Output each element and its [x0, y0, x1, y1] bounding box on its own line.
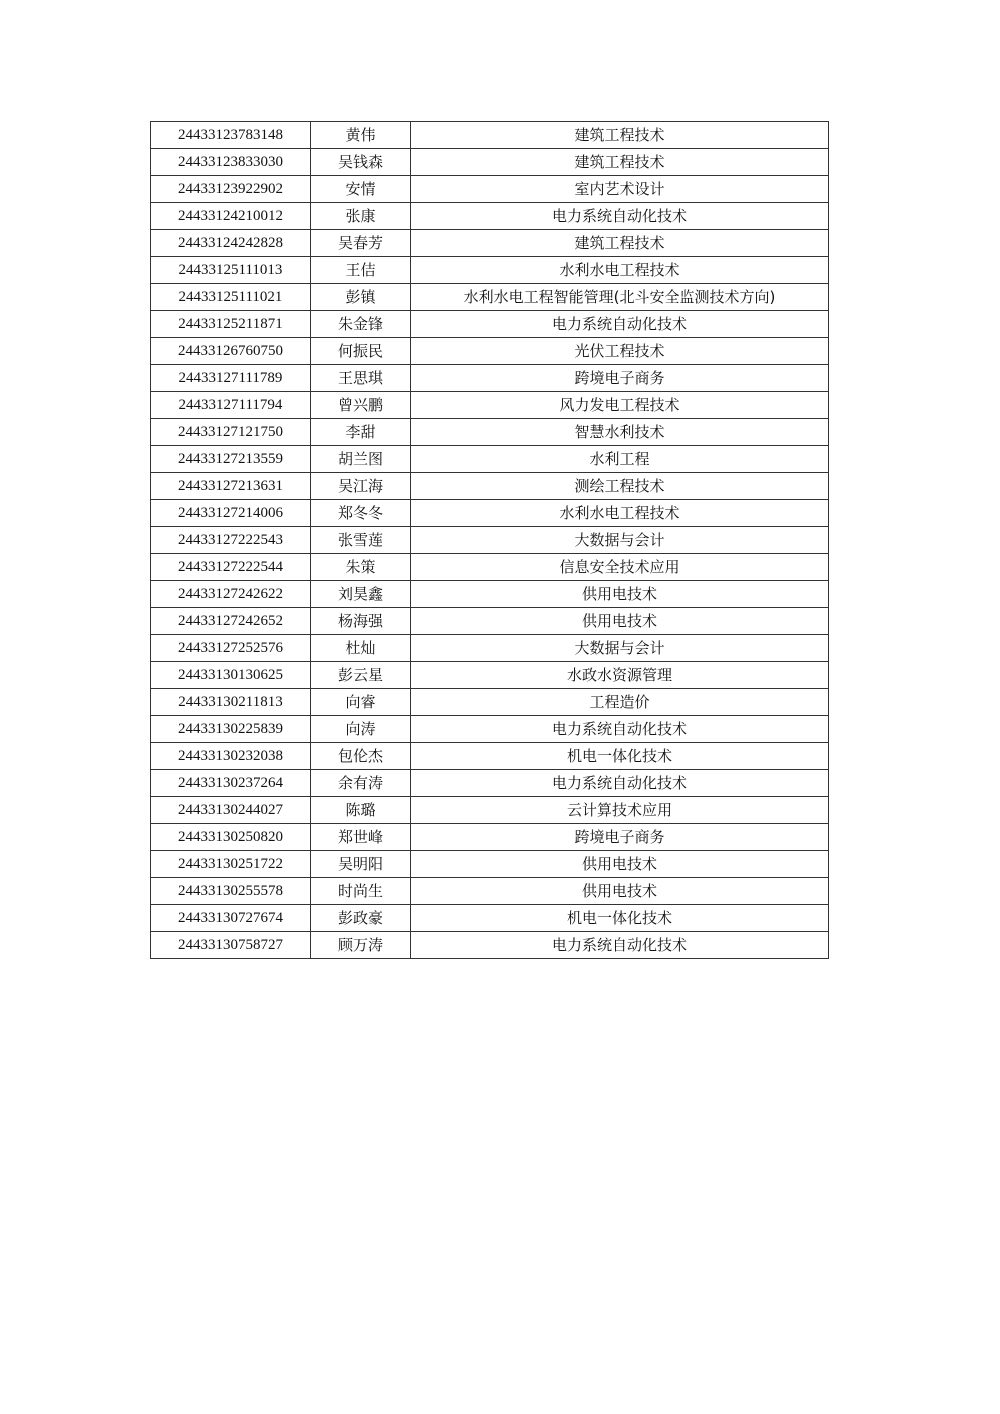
major-cell: 建筑工程技术	[411, 122, 829, 149]
table-row	[151, 581, 829, 608]
student-name-cell: 时尚生	[311, 878, 411, 905]
table-row	[151, 176, 829, 203]
exam-id-cell: 24433130211813	[151, 689, 311, 716]
exam-id-cell: 24433130232038	[151, 743, 311, 770]
major-cell: 测绘工程技术	[411, 473, 829, 500]
table-row	[151, 608, 829, 635]
major-cell: 跨境电子商务	[411, 365, 829, 392]
major-cell: 信息安全技术应用	[411, 554, 829, 581]
student-name-cell: 彭云星	[311, 662, 411, 689]
exam-id-cell: 24433123783148	[151, 122, 311, 149]
exam-id-cell: 24433123922902	[151, 176, 311, 203]
exam-id-cell: 24433127222543	[151, 527, 311, 554]
exam-id-cell: 24433125211871	[151, 311, 311, 338]
major-cell: 电力系统自动化技术	[411, 311, 829, 338]
major-cell: 电力系统自动化技术	[411, 716, 829, 743]
student-name-cell: 朱策	[311, 554, 411, 581]
exam-id-cell: 24433130250820	[151, 824, 311, 851]
major-cell: 供用电技术	[411, 851, 829, 878]
major-cell: 云计算技术应用	[411, 797, 829, 824]
student-name-cell: 杨海强	[311, 608, 411, 635]
table-row	[151, 446, 829, 473]
table-row	[151, 716, 829, 743]
table-row	[151, 743, 829, 770]
exam-id-cell: 24433127121750	[151, 419, 311, 446]
exam-id-cell: 24433127213559	[151, 446, 311, 473]
major-cell: 电力系统自动化技术	[411, 770, 829, 797]
exam-id-cell: 24433127111789	[151, 365, 311, 392]
student-name-cell: 胡兰图	[311, 446, 411, 473]
student-name-cell: 向涛	[311, 716, 411, 743]
exam-id-cell: 24433124242828	[151, 230, 311, 257]
exam-id-cell: 24433127213631	[151, 473, 311, 500]
major-cell: 工程造价	[411, 689, 829, 716]
table-row	[151, 905, 829, 932]
table-row	[151, 473, 829, 500]
exam-id-cell: 24433130255578	[151, 878, 311, 905]
student-roster-table	[150, 121, 829, 959]
student-name-cell: 彭政豪	[311, 905, 411, 932]
student-name-cell: 吴明阳	[311, 851, 411, 878]
exam-id-cell: 24433127214006	[151, 500, 311, 527]
major-cell: 风力发电工程技术	[411, 392, 829, 419]
major-cell: 跨境电子商务	[411, 824, 829, 851]
exam-id-cell: 24433127111794	[151, 392, 311, 419]
table-row	[151, 932, 829, 959]
major-cell: 供用电技术	[411, 581, 829, 608]
exam-id-cell: 24433127242622	[151, 581, 311, 608]
student-name-cell: 顾万涛	[311, 932, 411, 959]
student-name-cell: 杜灿	[311, 635, 411, 662]
exam-id-cell: 24433125111021	[151, 284, 311, 311]
major-cell: 建筑工程技术	[411, 149, 829, 176]
student-name-cell: 郑世峰	[311, 824, 411, 851]
exam-id-cell: 24433130251722	[151, 851, 311, 878]
major-cell: 水政水资源管理	[411, 662, 829, 689]
student-name-cell: 王佶	[311, 257, 411, 284]
table-row	[151, 122, 829, 149]
student-name-cell: 向睿	[311, 689, 411, 716]
major-cell: 机电一体化技术	[411, 905, 829, 932]
exam-id-cell: 24433130130625	[151, 662, 311, 689]
table-row	[151, 284, 829, 311]
major-cell: 电力系统自动化技术	[411, 932, 829, 959]
exam-id-cell: 24433123833030	[151, 149, 311, 176]
exam-id-cell: 24433130727674	[151, 905, 311, 932]
major-cell: 水利工程	[411, 446, 829, 473]
table-row	[151, 527, 829, 554]
major-cell: 水利水电工程智能管理(北斗安全监测技术方向)	[411, 284, 829, 311]
exam-id-cell: 24433130244027	[151, 797, 311, 824]
student-name-cell: 李甜	[311, 419, 411, 446]
exam-id-cell: 24433127252576	[151, 635, 311, 662]
table-row	[151, 311, 829, 338]
student-name-cell: 安情	[311, 176, 411, 203]
major-cell: 光伏工程技术	[411, 338, 829, 365]
table-row	[151, 689, 829, 716]
major-cell: 电力系统自动化技术	[411, 203, 829, 230]
student-name-cell: 王思琪	[311, 365, 411, 392]
exam-id-cell: 24433125111013	[151, 257, 311, 284]
exam-id-cell: 24433127222544	[151, 554, 311, 581]
major-cell: 智慧水利技术	[411, 419, 829, 446]
roster-body	[151, 122, 829, 959]
student-name-cell: 刘昊鑫	[311, 581, 411, 608]
table-row	[151, 149, 829, 176]
major-cell: 水利水电工程技术	[411, 500, 829, 527]
table-row	[151, 554, 829, 581]
student-name-cell: 吴春芳	[311, 230, 411, 257]
major-cell: 水利水电工程技术	[411, 257, 829, 284]
student-name-cell: 曾兴鹏	[311, 392, 411, 419]
table-row	[151, 770, 829, 797]
table-row	[151, 365, 829, 392]
student-name-cell: 张康	[311, 203, 411, 230]
exam-id-cell: 24433126760750	[151, 338, 311, 365]
student-name-cell: 郑冬冬	[311, 500, 411, 527]
student-name-cell: 陈璐	[311, 797, 411, 824]
exam-id-cell: 24433124210012	[151, 203, 311, 230]
table-row	[151, 878, 829, 905]
exam-id-cell: 24433127242652	[151, 608, 311, 635]
table-row	[151, 203, 829, 230]
student-name-cell: 吴江海	[311, 473, 411, 500]
student-name-cell: 吴钱森	[311, 149, 411, 176]
student-name-cell: 余有涛	[311, 770, 411, 797]
major-cell: 供用电技术	[411, 878, 829, 905]
student-name-cell: 包伦杰	[311, 743, 411, 770]
student-name-cell: 张雪莲	[311, 527, 411, 554]
table-row	[151, 230, 829, 257]
table-row	[151, 635, 829, 662]
table-row	[151, 662, 829, 689]
major-cell: 大数据与会计	[411, 635, 829, 662]
student-name-cell: 朱金锋	[311, 311, 411, 338]
table-row	[151, 851, 829, 878]
exam-id-cell: 24433130225839	[151, 716, 311, 743]
exam-id-cell: 24433130237264	[151, 770, 311, 797]
major-cell: 建筑工程技术	[411, 230, 829, 257]
student-name-cell: 黄伟	[311, 122, 411, 149]
major-cell: 室内艺术设计	[411, 176, 829, 203]
table-row	[151, 500, 829, 527]
major-cell: 大数据与会计	[411, 527, 829, 554]
student-name-cell: 彭镇	[311, 284, 411, 311]
table-row	[151, 797, 829, 824]
major-cell: 供用电技术	[411, 608, 829, 635]
exam-id-cell: 24433130758727	[151, 932, 311, 959]
table-row	[151, 824, 829, 851]
table-row	[151, 392, 829, 419]
major-cell: 机电一体化技术	[411, 743, 829, 770]
table-row	[151, 257, 829, 284]
table-row	[151, 419, 829, 446]
table-row	[151, 338, 829, 365]
student-name-cell: 何振民	[311, 338, 411, 365]
